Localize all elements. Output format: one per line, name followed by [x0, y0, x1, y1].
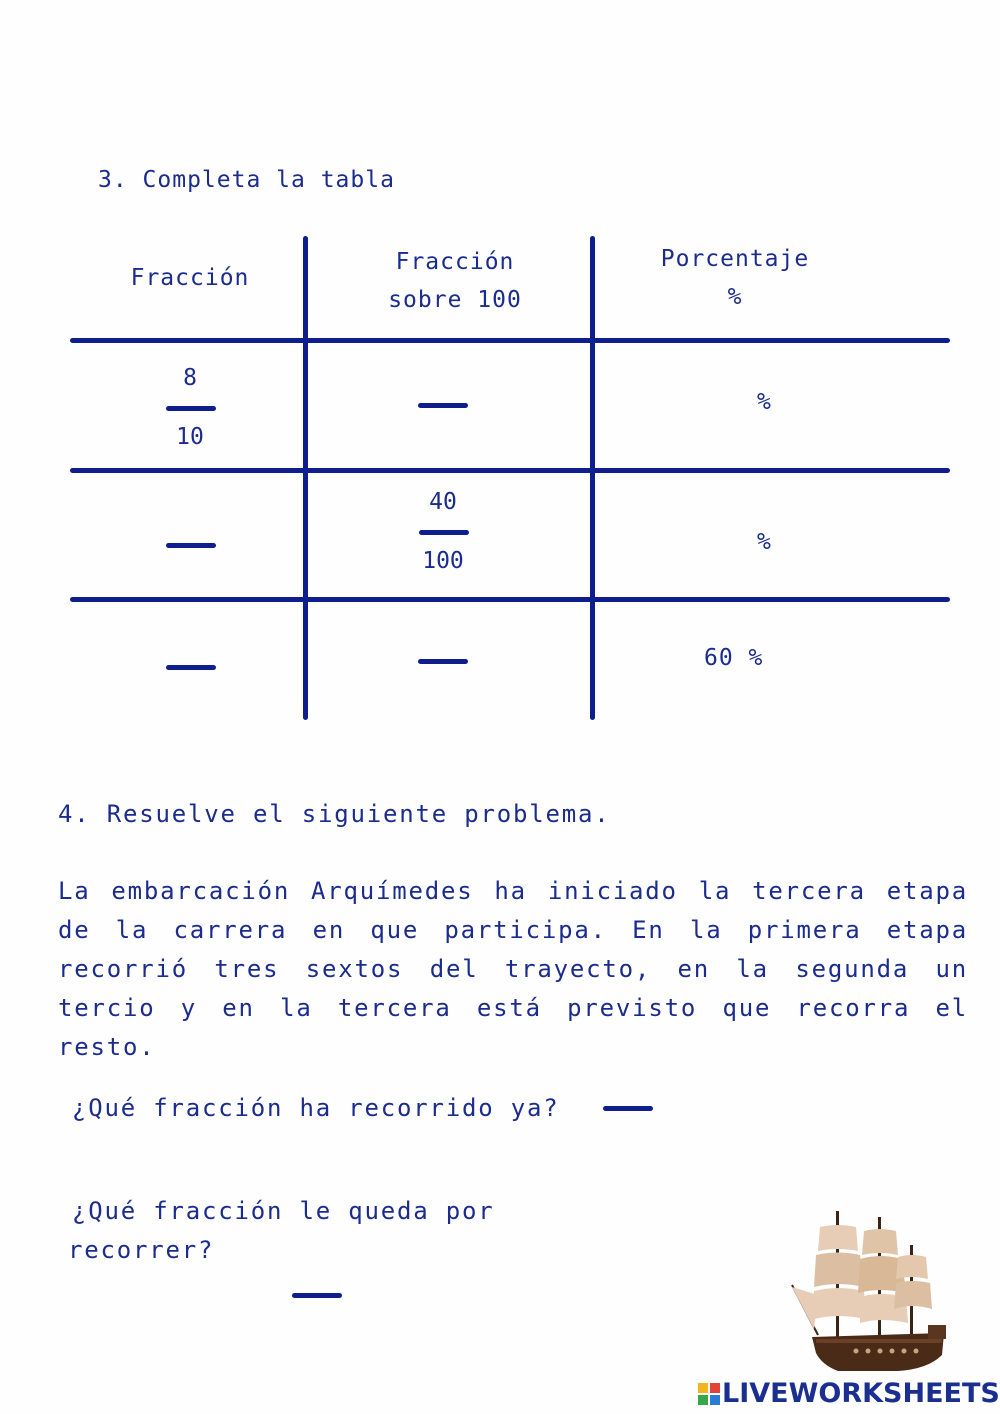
question-2-line-2: recorrer? — [68, 1236, 215, 1264]
task4-title: 4. Resuelve el siguiente problema. — [58, 800, 611, 828]
question-2-answer-blank[interactable] — [292, 1293, 342, 1298]
header-fraccion: Fracción — [130, 265, 250, 291]
row2-fraction100-bar — [419, 530, 469, 535]
row2-fraction100-denominator: 100 — [422, 548, 464, 574]
row2-percent-answer[interactable]: % — [757, 529, 772, 555]
liveworksheets-logo-text: LIVEWORKSHEETS — [722, 1378, 1000, 1409]
row1-fraction-numerator: 8 — [183, 365, 197, 391]
row1-fraction100-answer-blank[interactable] — [418, 403, 468, 408]
row3-percent-value: 60 % — [704, 645, 764, 671]
task4-problem-text: La embarcación Arquímedes ha iniciado la tercera etapa de la carrera en que participa. En la primera etapa recorrió tres sextos del trayecto, en la segunda un tercio y en la tercera está previsto que recorra el resto. — [58, 877, 968, 1061]
row1-fraction-bar — [166, 406, 216, 411]
table-divider-vertical-1 — [303, 236, 308, 720]
table-divider-horizontal-2 — [70, 468, 950, 473]
row3-fraction-answer-blank[interactable] — [166, 665, 216, 670]
question-2-line-1: ¿Qué fracción le queda por — [72, 1197, 495, 1225]
sailing-ship-illustration — [778, 1205, 953, 1380]
question-1: ¿Qué fracción ha recorrido ya? — [72, 1094, 560, 1122]
header-fraccion-sobre-100: Fracción sobre 100 — [388, 249, 522, 313]
row1-fraction-denominator: 10 — [176, 424, 204, 450]
row2-fraction100-numerator: 40 — [429, 489, 457, 515]
header-porcentaje: Porcentaje % — [660, 246, 810, 310]
table-divider-horizontal-1 — [70, 338, 950, 343]
row3-fraction100-answer-blank[interactable] — [418, 659, 468, 664]
table-divider-horizontal-3 — [70, 597, 950, 602]
question-1-answer-blank[interactable] — [603, 1106, 653, 1111]
row1-percent-answer[interactable]: % — [757, 389, 772, 415]
row2-fraction-answer-blank[interactable] — [166, 543, 216, 548]
table-divider-vertical-2 — [590, 236, 595, 720]
task3-title: 3. Completa la tabla — [98, 167, 395, 193]
liveworksheets-logo-icon — [698, 1383, 720, 1405]
